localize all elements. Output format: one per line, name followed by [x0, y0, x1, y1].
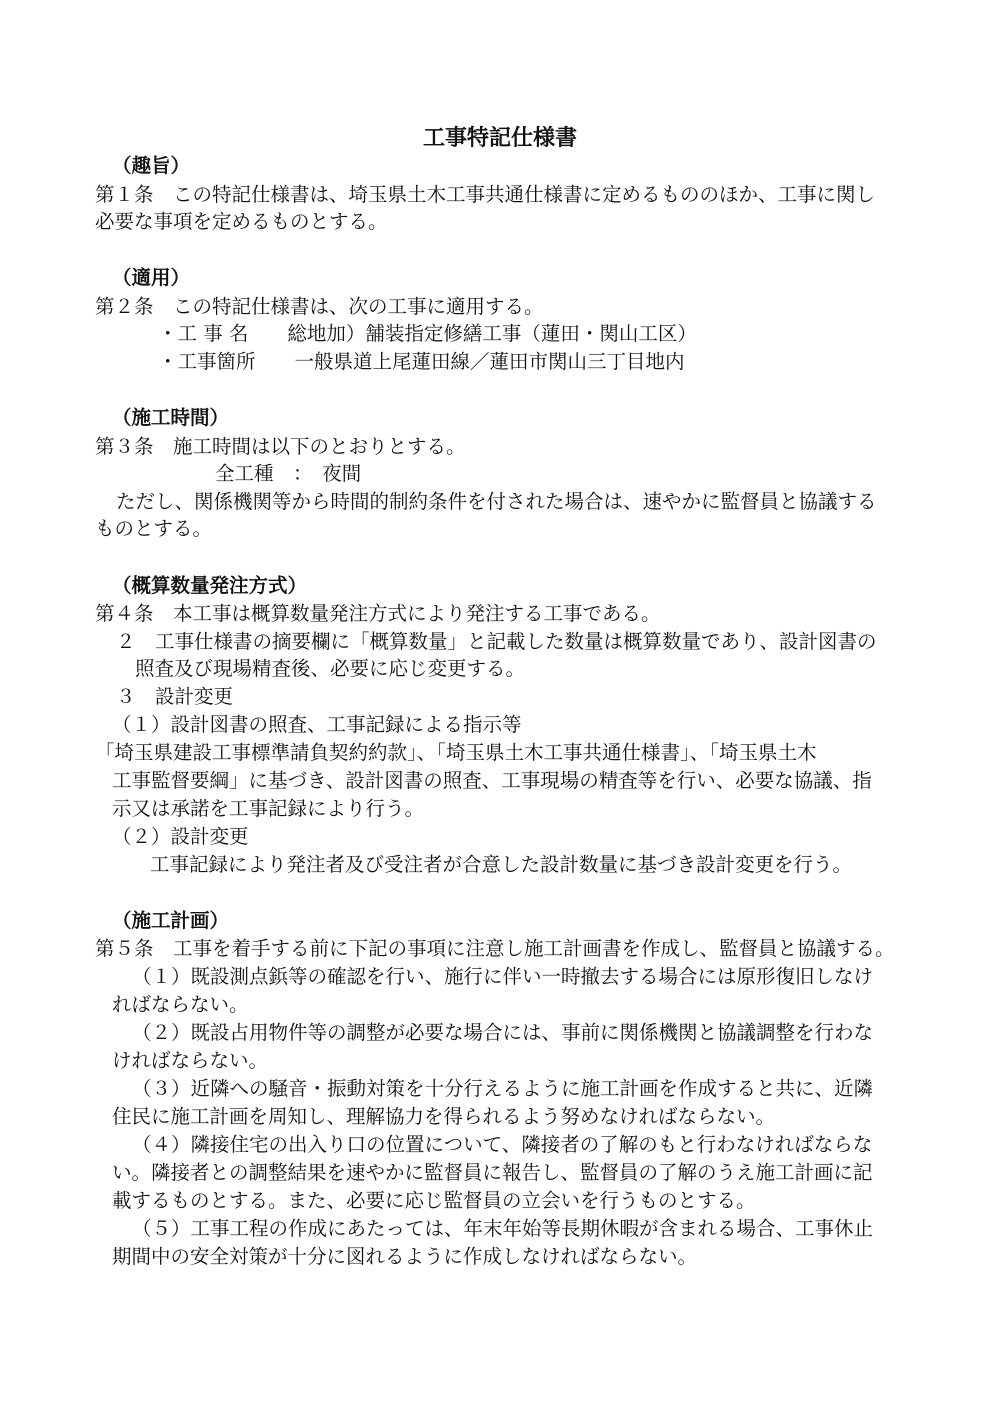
article-5-line: 載するものとする。また、必要に応じ監督員の立会いを行うものとする。 — [112, 1189, 756, 1212]
article-5-line: 期間中の安全対策が十分に図れるように作成しなければならない。 — [112, 1245, 698, 1268]
article-3-line: 第３条 施工時間は以下のとおりとする。 — [95, 435, 466, 458]
document-title: 工事特記仕様書 — [422, 126, 577, 151]
article-3-line: ただし、関係機関等から時間的制約条件を付された場合は、速やかに監督員と協議する — [116, 490, 877, 513]
article-5-item-2: （２）既設占用物件等の調整が必要な場合には、事前に関係機関と協議調整を行わな — [132, 1021, 874, 1044]
article-5-item-5: （５）工事工程の作成にあたっては、年末年始等長期休暇が含まれる場合、工事休止 — [132, 1217, 874, 1240]
article-4-line: 示又は承諾を工事記録により行う。 — [112, 797, 425, 820]
article-2-project-location: ・工事箇所 一般県道上尾蓮田線／蓮田市関山三丁目地内 — [158, 350, 685, 373]
article-5-item-1: （１）既設測点鋲等の確認を行い、施行に伴い一時撤去する場合には原形復旧しなけ — [132, 965, 874, 988]
article-4-line: 工事記録により発注者及び受注者が合意した設計数量に基づき設計変更を行う。 — [150, 853, 853, 876]
article-1-heading: （趣旨） — [112, 154, 191, 177]
article-3-line: ものとする。 — [95, 517, 213, 540]
article-3-heading: （施工時間） — [112, 406, 230, 429]
article-4-line: 「埼玉県建設工事標準請負契約約款」、「埼玉県土木工事共通仕様書」、「埼玉県土木 — [95, 741, 817, 764]
article-1-line: 第１条 この特記仕様書は、埼玉県土木工事共通仕様書に定めるもののほか、工事に関し — [95, 183, 876, 206]
article-4-clause-2: ２ 工事仕様書の摘要欄に「概算数量」と記載した数量は概算数量であり、設計図書の — [116, 630, 877, 653]
article-4-line: 照査及び現場精査後、必要に応じ変更する。 — [135, 657, 526, 680]
article-4-item-1: （１）設計図書の照査、工事記録による指示等 — [112, 713, 522, 736]
article-5-heading: （施工計画） — [112, 909, 230, 932]
article-2-line: 第２条 この特記仕様書は、次の工事に適用する。 — [95, 295, 544, 318]
article-5-line: い。隣接者との調整結果を速やかに監督員に報告し、監督員の了解のうえ施工計画に記 — [112, 1161, 873, 1184]
article-4-item-2: （２）設計変更 — [112, 825, 249, 848]
article-2-heading: （適用） — [112, 266, 191, 289]
article-5-line: ければならない。 — [112, 1049, 269, 1072]
article-4-heading: （概算数量発注方式） — [112, 574, 308, 597]
article-5-line: ればならない。 — [112, 993, 249, 1016]
article-3-work-hours: 全工種 ： 夜間 — [215, 462, 362, 485]
article-4-line: 工事監督要綱」に基づき、設計図書の照査、工事現場の精査等を行い、必要な協議、指 — [112, 769, 872, 792]
article-5-line: 第５条 工事を着手する前に下記の事項に注意し施工計画書を作成し、監督員と協議する。 — [95, 937, 895, 960]
article-5-item-4: （４）隣接住宅の出入り口の位置について、隣接者の了解のもと行わなければならな — [132, 1133, 873, 1156]
article-5-item-3: （３）近隣への騒音・振動対策を十分行えるように施工計画を作成すると共に、近隣 — [132, 1077, 874, 1100]
article-1-line: 必要な事項を定めるものとする。 — [95, 210, 388, 233]
article-4-line: 第４条 本工事は概算数量発注方式により発注する工事である。 — [95, 602, 661, 625]
article-5-line: 住民に施工計画を周知し、理解協力を得られるよう努めなければならない。 — [112, 1105, 776, 1128]
article-4-clause-3: ３ 設計変更 — [116, 685, 234, 708]
article-2-project-name: ・工 事 名 総地加）舗装指定修繕工事（蓮田・関山工区） — [158, 322, 697, 345]
